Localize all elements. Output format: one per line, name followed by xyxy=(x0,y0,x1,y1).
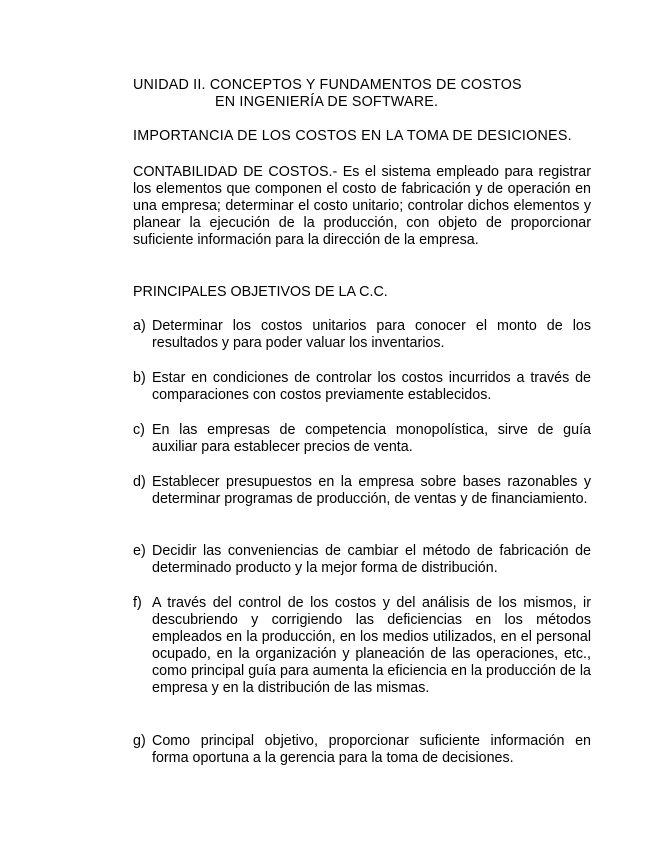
objective-item-e xyxy=(133,543,591,577)
objective-letter: b) xyxy=(133,370,146,386)
objective-text: A través del control de los costos y del análisis de los mismos, ir descubriendo y corrigiendo las deficiencias en los métodos empleados en la producción, en los medios utilizados, en el personal ocupado, en la organización y planeación de las operaciones, etc., como principal guía para aumenta la eficiencia en la producción de la empresa y en la distribución de las mismas. xyxy=(152,595,591,696)
objective-item-c xyxy=(133,422,591,456)
objective-letter: c) xyxy=(133,422,145,438)
objective-text: Como principal objetivo, proporcionar suficiente información en forma oportuna a la gerencia para la toma de decisiones. xyxy=(152,733,591,766)
objective-text: Determinar los costos unitarios para conocer el monto de los resultados y para poder valuar los inventarios. xyxy=(152,318,591,351)
objective-item-f xyxy=(133,595,591,697)
objective-letter: e) xyxy=(133,543,146,559)
objective-text: Establecer presupuestos en la empresa sobre bases razonables y determinar programas de producción, de ventas y de financiamiento. xyxy=(152,474,591,507)
objectives-heading: PRINCIPALES OBJETIVOS DE LA C.C. xyxy=(133,284,388,300)
importance-heading: IMPORTANCIA DE LOS COSTOS EN LA TOMA DE DESICIONES. xyxy=(133,128,572,144)
objective-letter: d) xyxy=(133,474,146,490)
objective-text: Decidir las conveniencias de cambiar el método de fabricación de determinado producto y la mejor forma de distribución. xyxy=(152,543,591,576)
objective-item-b xyxy=(133,370,591,404)
objective-letter: a) xyxy=(133,318,146,334)
document-title-line-2: EN INGENIERÍA DE SOFTWARE. xyxy=(215,94,439,110)
objective-text: En las empresas de competencia monopolística, sirve de guía auxiliar para establecer precios de venta. xyxy=(152,422,591,455)
objective-letter: g) xyxy=(133,733,146,749)
objective-letter: f) xyxy=(133,595,142,611)
objective-item-a xyxy=(133,318,591,352)
document-title-line-1: UNIDAD II. CONCEPTOS Y FUNDAMENTOS DE COSTOS xyxy=(133,77,522,93)
objective-item-g xyxy=(133,733,591,767)
objective-item-d xyxy=(133,474,591,508)
definition-paragraph: CONTABILIDAD DE COSTOS.- Es el sistema empleado para registrar los elementos que componen el costo de fabricación y de operación en una empresa; determinar el costo unitario; controlar dichos elementos y planear la ejecución de la producción, con objeto de proporcionar suficiente información para la dirección de la empresa. xyxy=(133,164,591,248)
objective-text: Estar en condiciones de controlar los costos incurridos a través de comparaciones con costos previamente establecidos. xyxy=(152,370,591,403)
